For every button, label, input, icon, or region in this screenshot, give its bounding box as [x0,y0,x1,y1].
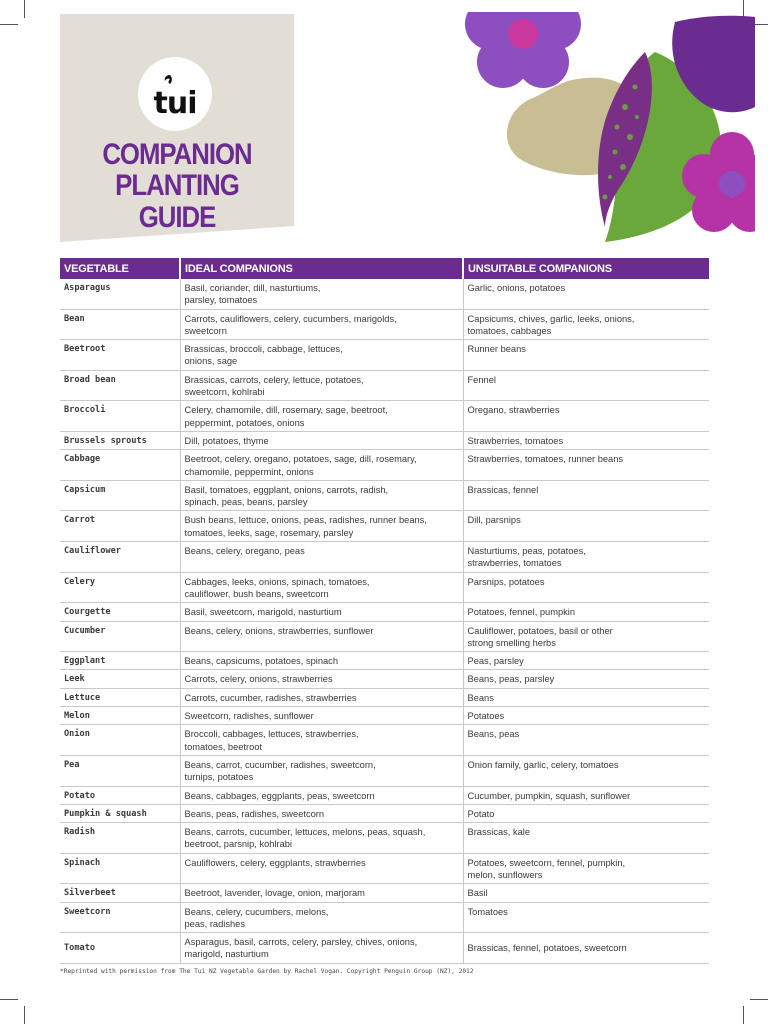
table-row [60,542,709,573]
table-row [60,309,709,340]
ideal-companions-cell [180,688,463,706]
unsuitable-companions-cell-text: Brassicas, kale [467,827,531,838]
vegetable-cell-text: Pumpkin & squash [64,808,147,819]
ideal-companions-cell [180,786,463,804]
vegetable-cell [60,652,180,670]
vegetable-cell [60,786,180,804]
ideal-companions-cell [180,401,463,432]
ideal-companions-cell-text: Carrots, cauliflowers, celery, cucumbers, marigolds, sweetcorn [184,313,397,336]
unsuitable-companions-cell-text: Brassicas, fennel, potatoes, sweetcorn [467,943,627,954]
ideal-companions-cell [180,511,463,542]
ideal-companions-cell-text: Broccoli, cabbages, lettuces, strawberries, tomatoes, beetroot [184,729,359,752]
unsuitable-companions-cell [463,309,709,340]
purple-flower [465,12,581,88]
crop-mark [0,999,18,1000]
unsuitable-companions-cell-text: Peas, parsley [467,656,524,667]
vegetable-cell [60,688,180,706]
unsuitable-companions-cell-text: Beans [467,692,494,703]
vegetable-cell [60,480,180,511]
table-row [60,804,709,822]
companion-planting-table [60,258,709,964]
ideal-companions-cell [180,572,463,603]
unsuitable-companions-cell-text: Potatoes [467,711,505,722]
vegetable-cell-text: Broad bean [64,374,116,385]
vegetable-cell [60,450,180,481]
vegetable-cell [60,340,180,371]
unsuitable-companions-cell [463,755,709,786]
unsuitable-companions-cell-text: Brassicas, fennel [467,484,539,495]
vegetable-cell [60,431,180,449]
ideal-companions-cell-text: Carrots, cucumber, radishes, strawberries [184,692,357,703]
ideal-companions-cell-text: Brassicas, carrots, celery, lettuce, potatoes, sweetcorn, kohlrabi [184,374,364,398]
vegetable-cell-text: Celery [64,576,96,587]
unsuitable-companions-cell [463,823,709,854]
unsuitable-companions-cell [463,688,709,706]
footnote: *Reprinted with permission from The Tui NZ Vegetable Garden by Rachel Vogan. Copyright Penguin Group (NZ), 2012 [60,968,474,975]
unsuitable-companions-cell [463,725,709,756]
vegetable-cell [60,823,180,854]
ideal-companions-cell [180,652,463,670]
unsuitable-companions-cell-text: Runner beans [467,344,526,355]
ideal-companions-cell [180,431,463,449]
unsuitable-companions-cell [463,340,709,371]
unsuitable-companions-cell [463,933,709,964]
vegetable-cell-text: Silverbeet [64,888,116,899]
vegetable-cell [60,279,180,309]
vegetable-cell-text: Melon [64,711,90,722]
vegetable-cell-text: Radish [64,827,96,838]
vegetable-cell-text: Brussels sprouts [64,435,147,446]
unsuitable-companions-cell [463,480,709,511]
vegetable-cell [60,511,180,542]
ideal-companions-cell [180,542,463,573]
ideal-companions-cell-text: Dill, potatoes, thyme [184,435,269,446]
ideal-companions-cell-text: Beans, carrots, cucumber, lettuces, melons, peas, squash, beetroot, parsnip, kohlrabi [184,827,426,850]
ideal-companions-cell [180,725,463,756]
ideal-companions-cell [180,480,463,511]
floral-artwork [445,12,755,242]
unsuitable-companions-cell [463,279,709,309]
ideal-companions-cell [180,450,463,481]
crop-mark [750,999,768,1000]
ideal-companions-cell-text: Celery, chamomile, dill, rosemary, sage, beetroot, peppermint, potatoes, onions [184,405,388,428]
unsuitable-companions-cell [463,511,709,542]
vegetable-cell [60,804,180,822]
crop-mark [24,0,25,18]
vegetable-cell [60,621,180,652]
ideal-companions-cell-text: Cabbages, leeks, onions, spinach, tomatoes, cauliflower, bush beans, sweetcorn [184,576,370,599]
unsuitable-companions-cell-text: Fennel [467,374,496,385]
column-header-vegetable: VEGETABLE [60,258,180,279]
unsuitable-companions-cell [463,542,709,573]
unsuitable-companions-cell [463,652,709,670]
unsuitable-companions-cell [463,902,709,933]
vegetable-cell-text: Tomato [64,943,96,954]
vegetable-cell-text: Eggplant [64,656,106,667]
unsuitable-companions-cell [463,621,709,652]
ideal-companions-cell [180,370,463,401]
ideal-companions-cell-text: Bush beans, lettuce, onions, peas, radishes, runner beans, tomatoes, leeks, sage, rosemary, parsley [184,515,427,538]
tui-logo [138,57,212,131]
column-header-ideal: IDEAL COMPANIONS [180,258,463,279]
page-title-line-1: COMPANION [102,138,252,171]
unsuitable-companions-cell-text: Tomatoes [467,906,508,917]
ideal-companions-cell [180,755,463,786]
ideal-companions-cell-text: Beans, cabbages, eggplants, peas, sweetcorn [184,790,375,801]
table-row [60,621,709,652]
logo-text: tui [153,86,197,119]
ideal-companions-cell [180,823,463,854]
vegetable-cell-text: Beetroot [64,344,106,355]
table-row [60,786,709,804]
vegetable-cell [60,309,180,340]
ideal-companions-cell-text: Beans, celery, onions, strawberries, sunflower [184,625,374,636]
table-row [60,603,709,621]
vegetable-cell-text: Bean [64,313,85,324]
table-row [60,450,709,481]
vegetable-cell-text: Carrot [64,515,96,526]
ideal-companions-cell-text: Asparagus, basil, carrots, celery, parsley, chives, onions, marigold, nasturtium [184,937,418,960]
unsuitable-companions-cell-text: Onion family, garlic, celery, tomatoes [467,759,619,770]
table-row [60,572,709,603]
table-row [60,370,709,401]
crop-mark [0,24,18,25]
unsuitable-companions-cell [463,572,709,603]
ideal-companions-cell-text: Beans, celery, cucumbers, melons, peas, radishes [184,906,329,929]
vegetable-cell-text: Onion [64,729,90,740]
vegetable-cell [60,725,180,756]
ideal-companions-cell [180,279,463,309]
vegetable-cell-text: Spinach [64,857,101,868]
ideal-companions-cell [180,340,463,371]
unsuitable-companions-cell-text: Cucumber, pumpkin, squash, sunflower [467,790,631,801]
vegetable-cell [60,603,180,621]
ideal-companions-cell-text: Beans, celery, oregano, peas [184,546,305,557]
table-row [60,652,709,670]
vegetable-cell-text: Leek [64,674,85,685]
unsuitable-companions-cell [463,786,709,804]
vegetable-cell-text: Sweetcorn [64,906,111,917]
unsuitable-companions-cell [463,804,709,822]
ideal-companions-cell [180,309,463,340]
unsuitable-companions-cell-text: Strawberries, tomatoes [467,435,564,446]
ideal-companions-cell [180,804,463,822]
vegetable-cell [60,884,180,902]
table-row [60,670,709,688]
unsuitable-companions-cell [463,603,709,621]
unsuitable-companions-cell [463,401,709,432]
ideal-companions-cell-text: Basil, coriander, dill, nasturtiums, parsley, tomatoes [184,283,321,306]
ideal-companions-cell-text: Beans, capsicums, potatoes, spinach [184,656,338,667]
table-row [60,688,709,706]
vegetable-cell-text: Asparagus [64,283,111,293]
ideal-companions-cell [180,621,463,652]
vegetable-cell [60,902,180,933]
table-row [60,853,709,884]
unsuitable-companions-cell [463,707,709,725]
vegetable-cell-text: Cabbage [64,454,101,465]
ideal-companions-cell-text: Sweetcorn, radishes, sunflower [184,711,314,722]
vegetable-cell [60,707,180,725]
vegetable-cell [60,401,180,432]
ideal-companions-cell [180,933,463,964]
unsuitable-companions-cell-text: Beans, peas, parsley [467,674,555,685]
vegetable-cell [60,933,180,964]
unsuitable-companions-cell-text: Capsicums, chives, garlic, leeks, onions, tomatoes, cabbages [467,313,635,336]
unsuitable-companions-cell-text: Basil [467,888,488,899]
unsuitable-companions-cell [463,431,709,449]
vegetable-cell-text: Cucumber [64,625,106,636]
ideal-companions-cell-text: Basil, tomatoes, eggplant, onions, carrots, radish, spinach, peas, beans, parsley [184,484,389,508]
ideal-companions-cell [180,670,463,688]
unsuitable-companions-cell-text: Potato [467,808,495,819]
vegetable-cell-text: Cauliflower [64,546,121,557]
ideal-companions-cell [180,902,463,933]
table-row [60,902,709,933]
vegetable-cell [60,542,180,573]
vegetable-cell-text: Pea [64,759,80,770]
crop-mark [24,1006,25,1024]
table-row [60,823,709,854]
ideal-companions-cell [180,707,463,725]
table-row [60,707,709,725]
vegetable-cell-text: Lettuce [64,692,101,703]
ideal-companions-cell-text: Cauliflowers, celery, eggplants, strawberries [184,857,366,868]
ideal-companions-cell-text: Basil, sweetcorn, marigold, nasturtium [184,607,342,618]
ideal-companions-cell [180,603,463,621]
vegetable-cell [60,670,180,688]
unsuitable-companions-cell-text: Potatoes, sweetcorn, fennel, pumpkin, melon, sunflowers [467,857,626,880]
ideal-companions-cell [180,884,463,902]
unsuitable-companions-cell [463,670,709,688]
table-row [60,933,709,964]
unsuitable-companions-cell-text: Cauliflower, potatoes, basil or other strong smelling herbs [467,625,613,648]
unsuitable-companions-cell-text: Potatoes, fennel, pumpkin [467,607,575,618]
unsuitable-companions-cell-text: Garlic, onions, potatoes [467,283,566,293]
unsuitable-companions-cell [463,853,709,884]
table-row [60,480,709,511]
ideal-companions-cell-text: Beans, carrot, cucumber, radishes, sweetcorn, turnips, potatoes [184,759,376,783]
table-header-row [60,258,709,279]
vegetable-cell [60,370,180,401]
table-row [60,755,709,786]
vegetable-cell-text: Courgette [64,607,111,618]
table-row [60,340,709,371]
unsuitable-companions-cell-text: Parsnips, potatoes [467,576,545,587]
table-row [60,725,709,756]
vegetable-cell-text: Broccoli [64,405,106,416]
table-row [60,431,709,449]
page-title-line-2: PLANTING GUIDE [115,169,239,234]
unsuitable-companions-cell-text: Beans, peas [467,729,520,740]
ideal-companions-cell [180,853,463,884]
ideal-companions-cell-text: Beetroot, celery, oregano, potatoes, sage, dill, rosemary, chamomile, peppermint, onions [184,454,417,477]
table-row [60,279,709,309]
unsuitable-companions-cell-text: Nasturtiums, peas, potatoes, strawberries, tomatoes [467,546,586,569]
vegetable-cell-text: Potato [64,790,96,801]
ideal-companions-cell-text: Beans, peas, radishes, sweetcorn [184,808,325,819]
table-row [60,511,709,542]
ideal-companions-cell-text: Beetroot, lavender, lovage, onion, marjoram [184,888,365,899]
unsuitable-companions-cell [463,450,709,481]
unsuitable-companions-cell-text: Dill, parsnips [467,515,521,526]
unsuitable-companions-cell-text: Strawberries, tomatoes, runner beans [467,454,624,465]
tui-logo-icon [146,69,204,119]
vegetable-cell [60,853,180,884]
column-header-unsuitable: UNSUITABLE COMPANIONS [463,258,709,279]
ideal-companions-cell-text: Brassicas, broccoli, cabbage, lettuces, onions, sage [184,344,343,367]
vegetable-cell [60,755,180,786]
crop-mark [743,1006,744,1024]
table-row [60,401,709,432]
unsuitable-companions-cell [463,884,709,902]
unsuitable-companions-cell [463,370,709,401]
vegetable-cell [60,572,180,603]
ideal-companions-cell-text: Carrots, celery, onions, strawberries [184,674,333,685]
unsuitable-companions-cell-text: Oregano, strawberries [467,405,560,416]
vegetable-cell-text: Capsicum [64,484,106,495]
table-row [60,884,709,902]
